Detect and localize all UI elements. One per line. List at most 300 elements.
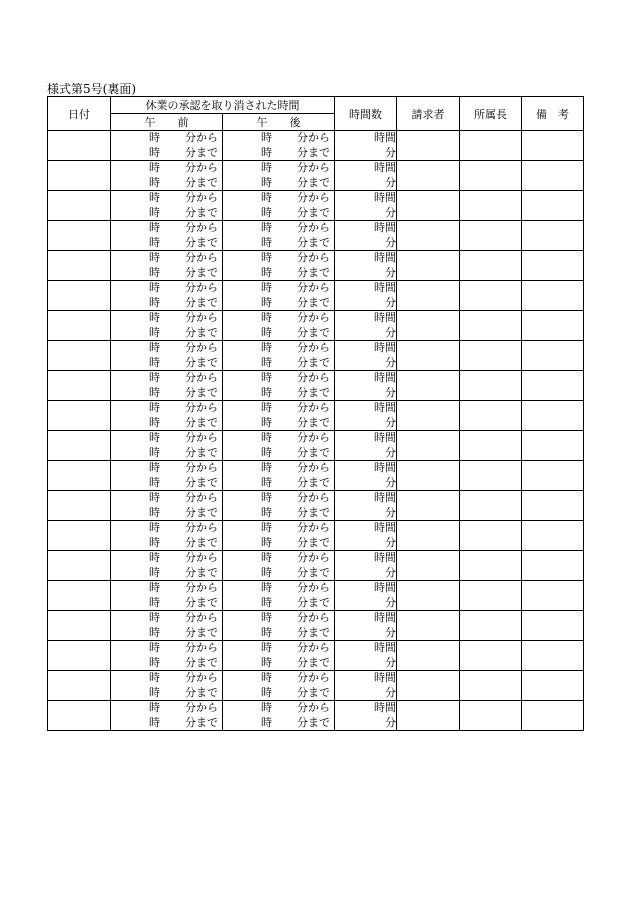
hours-cell[interactable] [335, 161, 397, 191]
requester-cell[interactable] [397, 551, 460, 581]
minutes-unit-label: 分 [385, 145, 396, 159]
hours-unit-label: 時間 [374, 221, 396, 234]
hours-unit-label: 時間 [374, 281, 396, 294]
pm-time-cell[interactable] [223, 701, 335, 731]
to-label: 分まで [185, 505, 218, 519]
header-hours-count: 時間数 [335, 97, 397, 131]
pm-time-cell[interactable] [223, 461, 335, 491]
hours-cell[interactable] [335, 341, 397, 371]
hour-label: 時 [261, 415, 272, 429]
pm-time-cell[interactable] [223, 161, 335, 191]
hour-label: 時 [149, 191, 160, 204]
am-time-cell[interactable] [111, 161, 223, 191]
hours-cell[interactable] [335, 671, 397, 701]
pm-time-cell[interactable] [223, 371, 335, 401]
director-cell[interactable] [460, 281, 522, 311]
hour-label: 時 [261, 385, 272, 399]
table-row [48, 371, 584, 401]
table-row [48, 641, 584, 671]
hour-label: 時 [149, 671, 160, 684]
date-cell[interactable] [48, 311, 111, 341]
date-cell[interactable] [48, 371, 111, 401]
hours-unit-label: 時間 [374, 371, 396, 384]
pm-time-cell[interactable] [223, 611, 335, 641]
table-row [48, 671, 584, 701]
to-label: 分まで [185, 475, 218, 489]
requester-cell[interactable] [397, 401, 460, 431]
from-label: 分から [185, 341, 218, 354]
hour-label: 時 [261, 221, 272, 234]
hour-label: 時 [261, 145, 272, 159]
minutes-unit-label: 分 [385, 325, 396, 339]
hour-label: 時 [261, 491, 272, 504]
header-am-left: 午 [144, 116, 156, 129]
minutes-unit-label: 分 [385, 235, 396, 249]
date-cell[interactable] [48, 641, 111, 671]
director-cell[interactable] [460, 461, 522, 491]
hour-label: 時 [149, 341, 160, 354]
requester-cell[interactable] [397, 521, 460, 551]
hours-cell[interactable] [335, 311, 397, 341]
am-time-cell[interactable] [111, 461, 223, 491]
hour-label: 時 [149, 235, 160, 249]
hour-label: 時 [149, 161, 160, 174]
remarks-cell[interactable] [522, 611, 584, 641]
am-time-cell[interactable] [111, 191, 223, 221]
hour-label: 時 [149, 641, 160, 654]
pm-time-cell[interactable] [223, 311, 335, 341]
remarks-cell[interactable] [522, 251, 584, 281]
hour-label: 時 [149, 265, 160, 279]
table-row [48, 551, 584, 581]
am-time-cell[interactable] [111, 551, 223, 581]
from-label: 分から [185, 551, 218, 564]
to-label: 分まで [297, 295, 330, 309]
hour-label: 時 [149, 131, 160, 144]
hour-label: 時 [261, 191, 272, 204]
table-row [48, 251, 584, 281]
hour-label: 時 [149, 295, 160, 309]
date-cell[interactable] [48, 671, 111, 701]
requester-cell[interactable] [397, 491, 460, 521]
director-cell[interactable] [460, 161, 522, 191]
from-label: 分から [185, 581, 218, 594]
from-label: 分から [185, 521, 218, 534]
minutes-unit-label: 分 [385, 715, 396, 729]
from-label: 分から [185, 401, 218, 414]
director-cell[interactable] [460, 191, 522, 221]
pm-time-cell[interactable] [223, 281, 335, 311]
requester-cell[interactable] [397, 221, 460, 251]
to-label: 分まで [297, 565, 330, 579]
pm-time-cell[interactable] [223, 401, 335, 431]
hour-label: 時 [261, 131, 272, 144]
hour-label: 時 [261, 161, 272, 174]
minutes-unit-label: 分 [385, 355, 396, 369]
hours-cell[interactable] [335, 251, 397, 281]
am-time-cell[interactable] [111, 701, 223, 731]
requester-cell[interactable] [397, 161, 460, 191]
pm-time-cell[interactable] [223, 221, 335, 251]
table-row [48, 431, 584, 461]
am-time-cell[interactable] [111, 251, 223, 281]
am-time-cell[interactable] [111, 131, 223, 161]
to-label: 分まで [297, 505, 330, 519]
from-label: 分から [297, 311, 330, 324]
to-label: 分まで [297, 445, 330, 459]
from-label: 分から [297, 431, 330, 444]
remarks-cell[interactable] [522, 461, 584, 491]
remarks-cell[interactable] [522, 641, 584, 671]
remarks-cell[interactable] [522, 311, 584, 341]
minutes-unit-label: 分 [385, 595, 396, 609]
requester-cell[interactable] [397, 581, 460, 611]
pm-time-cell[interactable] [223, 431, 335, 461]
minutes-unit-label: 分 [385, 205, 396, 219]
hour-label: 時 [261, 175, 272, 189]
table-row [48, 581, 584, 611]
remarks-cell[interactable] [522, 191, 584, 221]
hour-label: 時 [261, 641, 272, 654]
remarks-cell[interactable] [522, 491, 584, 521]
am-time-cell[interactable] [111, 341, 223, 371]
hour-label: 時 [261, 625, 272, 639]
director-cell[interactable] [460, 671, 522, 701]
to-label: 分まで [185, 565, 218, 579]
hour-label: 時 [149, 221, 160, 234]
am-time-cell[interactable] [111, 611, 223, 641]
director-cell[interactable] [460, 431, 522, 461]
hour-label: 時 [149, 701, 160, 714]
director-cell[interactable] [460, 551, 522, 581]
am-time-cell[interactable] [111, 371, 223, 401]
to-label: 分まで [185, 145, 218, 159]
to-label: 分まで [185, 655, 218, 669]
to-label: 分まで [297, 535, 330, 549]
requester-cell[interactable] [397, 311, 460, 341]
table-row [48, 281, 584, 311]
hours-unit-label: 時間 [374, 131, 396, 144]
remarks-cell[interactable] [522, 431, 584, 461]
to-label: 分まで [185, 715, 218, 729]
header-requester: 請求者 [397, 97, 460, 131]
from-label: 分から [297, 641, 330, 654]
header-am-right: 前 [177, 116, 189, 129]
hour-label: 時 [261, 355, 272, 369]
requester-cell[interactable] [397, 131, 460, 161]
table-row [48, 221, 584, 251]
minutes-unit-label: 分 [385, 475, 396, 489]
hour-label: 時 [149, 325, 160, 339]
date-cell[interactable] [48, 701, 111, 731]
hour-label: 時 [149, 445, 160, 459]
from-label: 分から [297, 161, 330, 174]
hour-label: 時 [261, 521, 272, 534]
to-label: 分まで [297, 265, 330, 279]
to-label: 分まで [297, 145, 330, 159]
requester-cell[interactable] [397, 701, 460, 731]
requester-cell[interactable] [397, 371, 460, 401]
header-am [111, 114, 223, 131]
hour-label: 時 [261, 311, 272, 324]
to-label: 分まで [185, 535, 218, 549]
date-cell[interactable] [48, 131, 111, 161]
from-label: 分から [185, 701, 218, 714]
hour-label: 時 [261, 265, 272, 279]
requester-cell[interactable] [397, 641, 460, 671]
from-label: 分から [297, 401, 330, 414]
hours-unit-label: 時間 [374, 551, 396, 564]
to-label: 分まで [185, 355, 218, 369]
hour-label: 時 [261, 205, 272, 219]
director-cell[interactable] [460, 611, 522, 641]
hour-label: 時 [261, 341, 272, 354]
remarks-cell[interactable] [522, 131, 584, 161]
hour-label: 時 [261, 685, 272, 699]
to-label: 分まで [185, 235, 218, 249]
hours-unit-label: 時間 [374, 311, 396, 324]
minutes-unit-label: 分 [385, 385, 396, 399]
from-label: 分から [297, 371, 330, 384]
hours-cell[interactable] [335, 491, 397, 521]
remarks-cell[interactable] [522, 551, 584, 581]
date-cell[interactable] [48, 611, 111, 641]
director-cell[interactable] [460, 521, 522, 551]
from-label: 分から [185, 281, 218, 294]
pm-time-cell[interactable] [223, 491, 335, 521]
minutes-unit-label: 分 [385, 685, 396, 699]
remarks-cell[interactable] [522, 281, 584, 311]
date-cell[interactable] [48, 461, 111, 491]
hour-label: 時 [149, 311, 160, 324]
date-cell[interactable] [48, 431, 111, 461]
header-date: 日付 [48, 97, 111, 131]
am-time-cell[interactable] [111, 221, 223, 251]
director-cell[interactable] [460, 491, 522, 521]
hours-unit-label: 時間 [374, 671, 396, 684]
am-time-cell[interactable] [111, 521, 223, 551]
hours-unit-label: 時間 [374, 461, 396, 474]
hours-cell[interactable] [335, 461, 397, 491]
hours-cell[interactable] [335, 431, 397, 461]
hour-label: 時 [261, 595, 272, 609]
remarks-cell[interactable] [522, 341, 584, 371]
from-label: 分から [297, 671, 330, 684]
pm-time-cell[interactable] [223, 671, 335, 701]
hour-label: 時 [261, 295, 272, 309]
hours-cell[interactable] [335, 581, 397, 611]
hours-cell[interactable] [335, 281, 397, 311]
director-cell[interactable] [460, 581, 522, 611]
to-label: 分まで [185, 205, 218, 219]
hours-cell[interactable] [335, 701, 397, 731]
hours-cell[interactable] [335, 641, 397, 671]
requester-cell[interactable] [397, 461, 460, 491]
requester-cell[interactable] [397, 671, 460, 701]
hour-label: 時 [149, 145, 160, 159]
requester-cell[interactable] [397, 281, 460, 311]
to-label: 分まで [185, 625, 218, 639]
pm-time-cell[interactable] [223, 551, 335, 581]
date-cell[interactable] [48, 191, 111, 221]
date-cell[interactable] [48, 161, 111, 191]
from-label: 分から [185, 191, 218, 204]
hour-label: 時 [149, 431, 160, 444]
to-label: 分まで [185, 445, 218, 459]
to-label: 分まで [185, 175, 218, 189]
date-cell[interactable] [48, 221, 111, 251]
hours-cell[interactable] [335, 371, 397, 401]
date-cell[interactable] [48, 251, 111, 281]
director-cell[interactable] [460, 221, 522, 251]
director-cell[interactable] [460, 131, 522, 161]
am-time-cell[interactable] [111, 491, 223, 521]
director-cell[interactable] [460, 641, 522, 671]
from-label: 分から [297, 491, 330, 504]
requester-cell[interactable] [397, 341, 460, 371]
hour-label: 時 [261, 701, 272, 714]
date-cell[interactable] [48, 401, 111, 431]
from-label: 分から [297, 221, 330, 234]
minutes-unit-label: 分 [385, 565, 396, 579]
to-label: 分まで [185, 295, 218, 309]
pm-time-cell[interactable] [223, 191, 335, 221]
director-cell[interactable] [460, 341, 522, 371]
to-label: 分まで [297, 595, 330, 609]
pm-time-cell[interactable] [223, 641, 335, 671]
hour-label: 時 [261, 401, 272, 414]
minutes-unit-label: 分 [385, 415, 396, 429]
hour-label: 時 [261, 671, 272, 684]
hour-label: 時 [261, 565, 272, 579]
requester-cell[interactable] [397, 611, 460, 641]
requester-cell[interactable] [397, 191, 460, 221]
hours-unit-label: 時間 [374, 161, 396, 174]
table-row [48, 491, 584, 521]
hours-cell[interactable] [335, 221, 397, 251]
hour-label: 時 [149, 625, 160, 639]
am-time-cell[interactable] [111, 431, 223, 461]
pm-time-cell[interactable] [223, 341, 335, 371]
to-label: 分まで [297, 685, 330, 699]
to-label: 分まで [297, 625, 330, 639]
hours-cell[interactable] [335, 401, 397, 431]
hour-label: 時 [149, 715, 160, 729]
hours-cell[interactable] [335, 191, 397, 221]
date-cell[interactable] [48, 281, 111, 311]
to-label: 分まで [297, 205, 330, 219]
hours-cell[interactable] [335, 551, 397, 581]
from-label: 分から [185, 311, 218, 324]
date-cell[interactable] [48, 551, 111, 581]
remarks-cell[interactable] [522, 161, 584, 191]
minutes-unit-label: 分 [385, 295, 396, 309]
date-cell[interactable] [48, 491, 111, 521]
pm-time-cell[interactable] [223, 581, 335, 611]
am-time-cell[interactable] [111, 671, 223, 701]
table-row [48, 521, 584, 551]
am-time-cell[interactable] [111, 641, 223, 671]
to-label: 分まで [297, 415, 330, 429]
hour-label: 時 [261, 715, 272, 729]
from-label: 分から [185, 461, 218, 474]
from-label: 分から [297, 191, 330, 204]
header-pm [223, 114, 335, 131]
hour-label: 時 [261, 535, 272, 549]
hour-label: 時 [149, 475, 160, 489]
hour-label: 時 [261, 281, 272, 294]
director-cell[interactable] [460, 401, 522, 431]
to-label: 分まで [185, 415, 218, 429]
remarks-cell[interactable] [522, 521, 584, 551]
date-cell[interactable] [48, 521, 111, 551]
minutes-unit-label: 分 [385, 655, 396, 669]
hours-unit-label: 時間 [374, 701, 396, 714]
to-label: 分まで [185, 325, 218, 339]
hour-label: 時 [261, 551, 272, 564]
date-cell[interactable] [48, 581, 111, 611]
remarks-cell[interactable] [522, 371, 584, 401]
table-row [48, 191, 584, 221]
header-remarks: 備 考 [522, 97, 584, 131]
director-cell[interactable] [460, 701, 522, 731]
director-cell[interactable] [460, 311, 522, 341]
to-label: 分まで [297, 235, 330, 249]
from-label: 分から [185, 641, 218, 654]
hour-label: 時 [149, 415, 160, 429]
hour-label: 時 [149, 611, 160, 624]
remarks-cell[interactable] [522, 581, 584, 611]
remarks-cell[interactable] [522, 701, 584, 731]
hour-label: 時 [261, 325, 272, 339]
requester-cell[interactable] [397, 251, 460, 281]
header-pm-left: 午 [256, 116, 268, 129]
hours-unit-label: 時間 [374, 251, 396, 264]
pm-time-cell[interactable] [223, 521, 335, 551]
remarks-cell[interactable] [522, 671, 584, 701]
header-cancelled-time: 休業の承認を取り消された時間 [111, 97, 335, 114]
to-label: 分まで [297, 325, 330, 339]
from-label: 分から [297, 131, 330, 144]
to-label: 分まで [185, 385, 218, 399]
hour-label: 時 [149, 565, 160, 579]
am-time-cell[interactable] [111, 581, 223, 611]
from-label: 分から [185, 611, 218, 624]
hours-cell[interactable] [335, 131, 397, 161]
to-label: 分まで [185, 685, 218, 699]
minutes-unit-label: 分 [385, 265, 396, 279]
hours-cell[interactable] [335, 521, 397, 551]
pm-time-cell[interactable] [223, 131, 335, 161]
director-cell[interactable] [460, 251, 522, 281]
requester-cell[interactable] [397, 431, 460, 461]
hours-cell[interactable] [335, 611, 397, 641]
director-cell[interactable] [460, 371, 522, 401]
hour-label: 時 [149, 551, 160, 564]
am-time-cell[interactable] [111, 281, 223, 311]
from-label: 分から [297, 581, 330, 594]
pm-time-cell[interactable] [223, 251, 335, 281]
remarks-cell[interactable] [522, 401, 584, 431]
table-row [48, 131, 584, 161]
am-time-cell[interactable] [111, 311, 223, 341]
hour-label: 時 [149, 461, 160, 474]
table-row [48, 611, 584, 641]
date-cell[interactable] [48, 341, 111, 371]
from-label: 分から [185, 161, 218, 174]
am-time-cell[interactable] [111, 401, 223, 431]
remarks-cell[interactable] [522, 221, 584, 251]
